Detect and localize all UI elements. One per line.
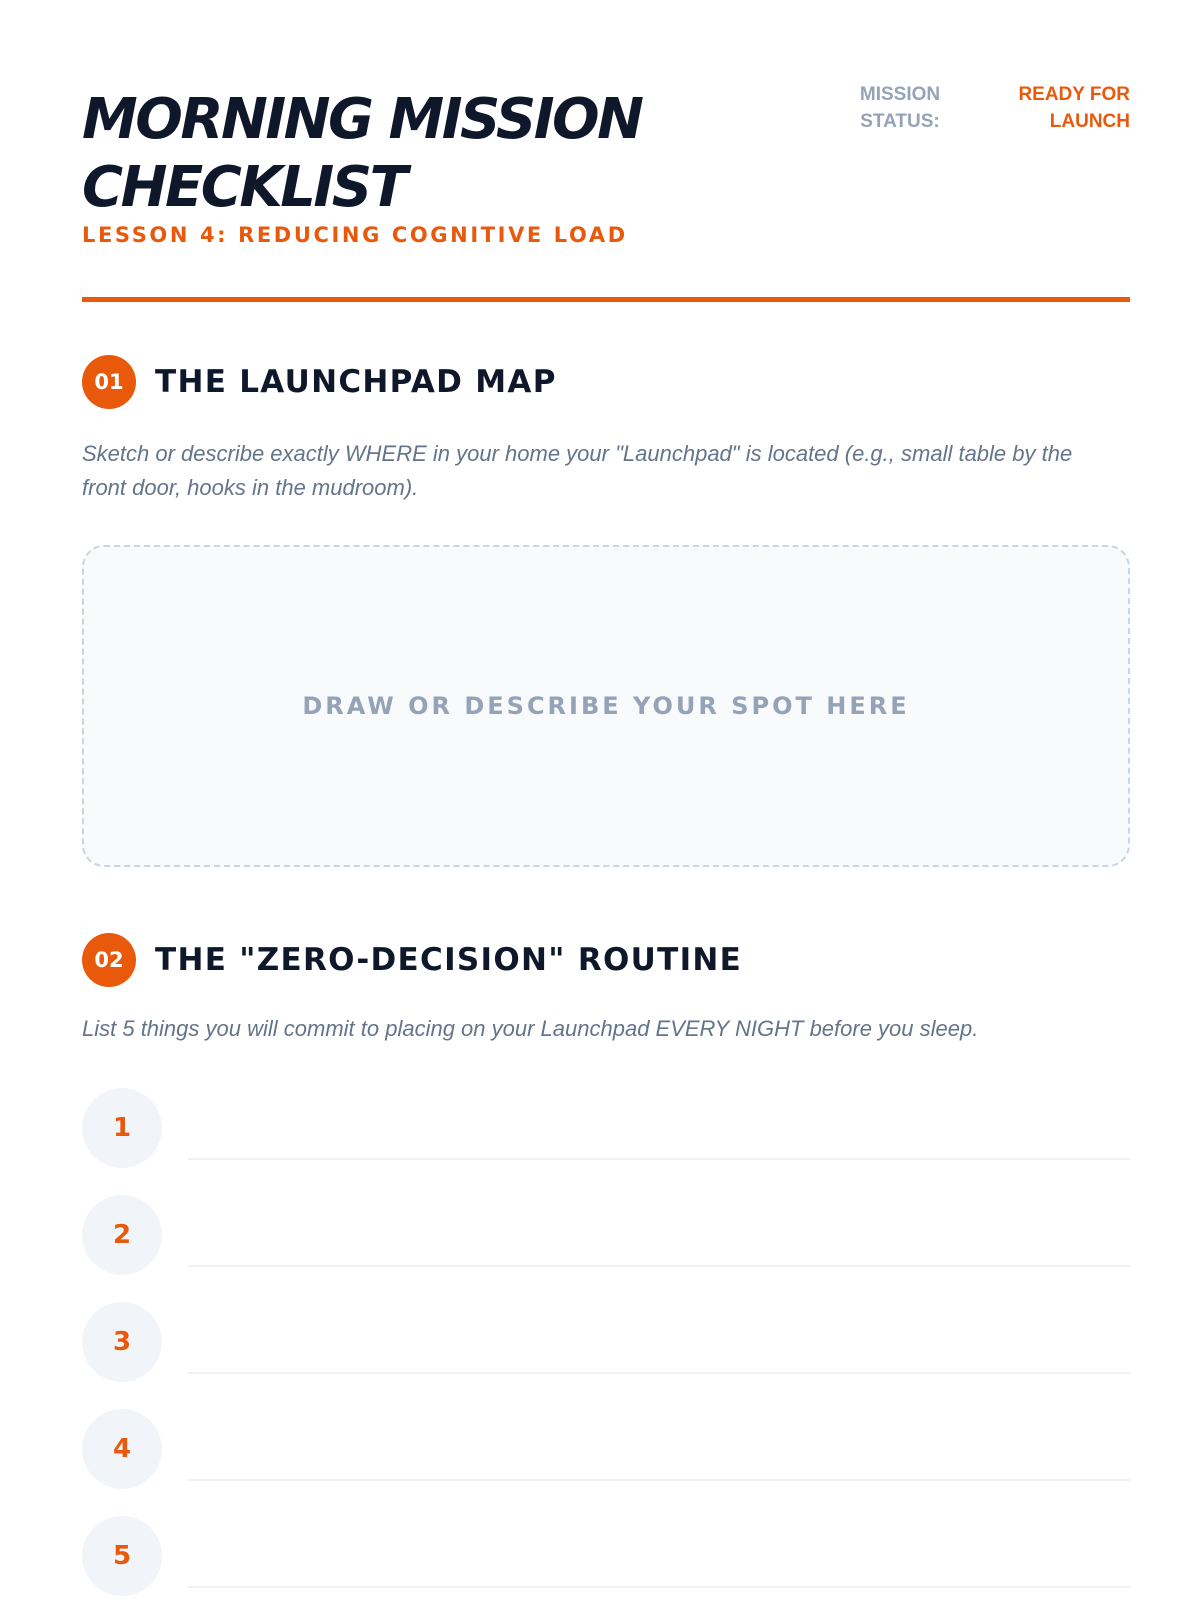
lesson-subtitle: LESSON 4: REDUCING COGNITIVE LOAD bbox=[82, 223, 628, 247]
list-item bbox=[82, 1516, 1130, 1623]
item-number-circle: 2 bbox=[82, 1195, 162, 1275]
item-number-circle: 5 bbox=[82, 1516, 162, 1596]
launchpad-sketch-area[interactable] bbox=[82, 545, 1130, 867]
mission-status-value: READY FOR LAUNCH bbox=[1018, 84, 1130, 132]
routine-item-line[interactable] bbox=[188, 1586, 1130, 1588]
header-divider bbox=[82, 297, 1130, 302]
list-item bbox=[82, 1088, 1130, 1195]
list-item bbox=[82, 1409, 1130, 1516]
section-number-badge: 02 bbox=[82, 933, 136, 987]
section-title: THE "ZERO-DECISION" ROUTINE bbox=[155, 942, 743, 978]
sketch-area-placeholder: DRAW OR DESCRIBE YOUR SPOT HERE bbox=[302, 692, 910, 720]
routine-item-line[interactable] bbox=[188, 1372, 1130, 1374]
section-zero-decision-header bbox=[82, 933, 1130, 987]
list-item bbox=[82, 1195, 1130, 1302]
worksheet-page bbox=[82, 0, 1130, 1600]
item-number-circle: 4 bbox=[82, 1409, 162, 1489]
section-instructions: Sketch or describe exactly WHERE in your home your "Launchpad" is located (e.g., small table by the front door, hooks in the mudroom). bbox=[82, 441, 1073, 500]
item-number-circle: 1 bbox=[82, 1088, 162, 1168]
mission-status-label: MISSION STATUS: bbox=[859, 84, 941, 132]
worksheet-header bbox=[82, 76, 1130, 306]
section-instructions: List 5 things you will commit to placing on your Launchpad EVERY NIGHT before you sleep. bbox=[82, 1016, 979, 1041]
list-item bbox=[82, 1302, 1130, 1409]
routine-item-line[interactable] bbox=[188, 1265, 1130, 1267]
item-number-circle: 3 bbox=[82, 1302, 162, 1382]
page-title: MORNING MISSION CHECKLIST bbox=[82, 87, 642, 220]
routine-list bbox=[82, 1088, 1130, 1623]
section-launchpad-map-header bbox=[82, 355, 1130, 409]
section-title: THE LAUNCHPAD MAP bbox=[155, 364, 557, 400]
routine-item-line[interactable] bbox=[188, 1479, 1130, 1481]
section-number-badge: 01 bbox=[82, 355, 136, 409]
routine-item-line[interactable] bbox=[188, 1158, 1130, 1160]
